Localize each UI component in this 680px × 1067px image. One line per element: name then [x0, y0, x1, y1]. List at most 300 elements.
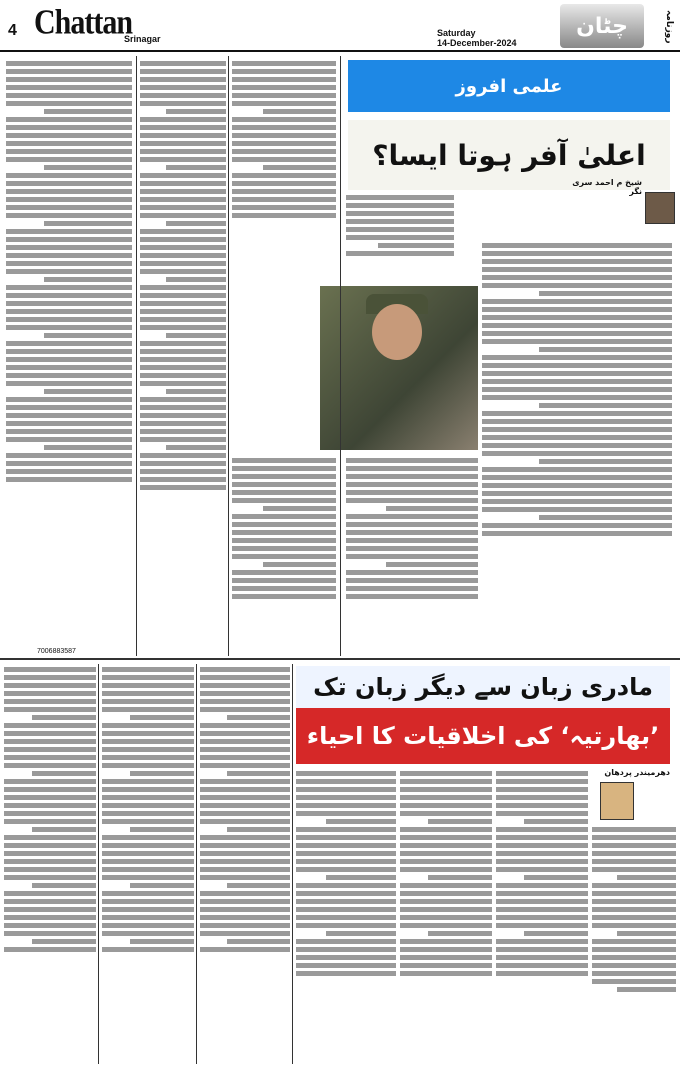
text-line: [140, 245, 226, 250]
text-column: [4, 664, 96, 1064]
text-line: [4, 795, 96, 800]
text-line: [524, 931, 588, 936]
text-line: [346, 530, 478, 535]
text-line: [102, 795, 194, 800]
text-line: [296, 827, 396, 832]
text-line: [232, 149, 336, 154]
text-line: [4, 923, 96, 928]
text-line: [4, 723, 96, 728]
text-line: [4, 899, 96, 904]
text-line: [130, 715, 194, 720]
text-line: [6, 365, 132, 370]
text-line: [6, 77, 132, 82]
text-line: [227, 715, 290, 720]
text-line: [44, 333, 132, 338]
text-line: [400, 963, 492, 968]
text-line: [232, 578, 336, 583]
text-line: [482, 523, 672, 528]
text-line: [592, 915, 676, 920]
text-line: [482, 363, 672, 368]
text-line: [400, 843, 492, 848]
text-line: [6, 229, 132, 234]
text-line: [346, 570, 478, 575]
text-line: [4, 755, 96, 760]
text-line: [346, 227, 454, 232]
text-line: [44, 277, 132, 282]
text-line: [400, 851, 492, 856]
text-line: [539, 403, 672, 408]
text-line: [400, 827, 492, 832]
text-line: [400, 971, 492, 976]
text-line: [496, 923, 588, 928]
text-line: [296, 891, 396, 896]
text-line: [592, 883, 676, 888]
text-line: [400, 915, 492, 920]
text-line: [400, 779, 492, 784]
text-line: [482, 323, 672, 328]
text-line: [6, 413, 132, 418]
text-line: [346, 522, 478, 527]
text-line: [496, 907, 588, 912]
text-line: [4, 787, 96, 792]
text-column: [496, 768, 588, 1064]
text-line: [482, 339, 672, 344]
text-line: [200, 875, 290, 880]
text-line: [482, 467, 672, 472]
text-line: [296, 899, 396, 904]
text-line: [346, 498, 478, 503]
column-rule: [196, 664, 197, 1064]
text-line: [140, 85, 226, 90]
text-line: [102, 787, 194, 792]
text-column: [346, 192, 454, 282]
text-line: [482, 251, 672, 256]
text-line: [346, 586, 478, 591]
text-line: [326, 819, 396, 824]
text-line: [428, 819, 492, 824]
text-line: [6, 437, 132, 442]
text-line: [140, 381, 226, 386]
text-line: [4, 803, 96, 808]
text-line: [496, 971, 588, 976]
text-line: [6, 133, 132, 138]
urdu-logo: چٹان: [560, 4, 644, 48]
text-line: [482, 475, 672, 480]
text-line: [296, 947, 396, 952]
text-line: [200, 739, 290, 744]
text-line: [200, 899, 290, 904]
article-kicker: علمی افروز: [348, 60, 670, 112]
text-line: [4, 811, 96, 816]
text-line: [482, 315, 672, 320]
text-line: [44, 445, 132, 450]
text-line: [232, 538, 336, 543]
text-line: [496, 835, 588, 840]
text-line: [617, 931, 676, 936]
text-line: [400, 771, 492, 776]
text-line: [102, 907, 194, 912]
text-line: [6, 325, 132, 330]
text-line: [140, 229, 226, 234]
text-line: [140, 93, 226, 98]
text-line: [263, 506, 336, 511]
text-line: [140, 341, 226, 346]
page-number: 4: [8, 22, 17, 39]
text-line: [482, 531, 672, 536]
text-line: [617, 987, 676, 992]
text-line: [539, 459, 672, 464]
text-line: [296, 963, 396, 968]
text-line: [482, 483, 672, 488]
text-line: [346, 594, 478, 599]
text-line: [227, 827, 290, 832]
text-line: [200, 915, 290, 920]
text-line: [400, 891, 492, 896]
text-line: [232, 466, 336, 471]
text-line: [482, 395, 672, 400]
text-line: [44, 389, 132, 394]
text-line: [6, 253, 132, 258]
author2-photo: [600, 782, 634, 820]
article-byline: شیخ م احمد سری نگر: [572, 178, 642, 196]
text-line: [102, 867, 194, 872]
text-line: [4, 891, 96, 896]
text-line: [296, 923, 396, 928]
text-column: [400, 768, 492, 1064]
text-line: [232, 546, 336, 551]
text-line: [102, 899, 194, 904]
text-line: [4, 747, 96, 752]
text-line: [140, 485, 226, 490]
text-line: [32, 771, 96, 776]
text-line: [346, 466, 478, 471]
text-line: [592, 835, 676, 840]
text-line: [496, 803, 588, 808]
text-line: [130, 883, 194, 888]
text-line: [232, 490, 336, 495]
text-line: [200, 819, 290, 824]
text-line: [496, 771, 588, 776]
text-line: [296, 771, 396, 776]
text-line: [400, 939, 492, 944]
text-line: [296, 971, 396, 976]
text-line: [102, 923, 194, 928]
text-line: [346, 219, 454, 224]
text-line: [102, 779, 194, 784]
text-line: [232, 197, 336, 202]
text-line: [482, 443, 672, 448]
text-line: [140, 133, 226, 138]
text-line: [200, 675, 290, 680]
text-line: [140, 309, 226, 314]
text-line: [592, 899, 676, 904]
text-line: [263, 562, 336, 567]
text-line: [6, 69, 132, 74]
text-column: [102, 664, 194, 1064]
text-line: [592, 955, 676, 960]
text-line: [539, 515, 672, 520]
brand-logo: Chattan: [34, 3, 133, 42]
text-line: [44, 165, 132, 170]
text-line: [140, 405, 226, 410]
text-line: [140, 181, 226, 186]
text-line: [400, 923, 492, 928]
text-line: [140, 269, 226, 274]
text-line: [400, 867, 492, 872]
text-line: [6, 85, 132, 90]
text-line: [232, 181, 336, 186]
text-line: [4, 835, 96, 840]
text-line: [102, 851, 194, 856]
text-line: [617, 875, 676, 880]
text-line: [6, 469, 132, 474]
text-line: [6, 453, 132, 458]
text-line: [296, 939, 396, 944]
text-line: [140, 101, 226, 106]
text-line: [496, 867, 588, 872]
text-line: [140, 477, 226, 482]
text-line: [482, 243, 672, 248]
text-line: [140, 437, 226, 442]
day: Saturday: [437, 28, 476, 38]
text-line: [200, 931, 290, 936]
text-line: [482, 435, 672, 440]
text-line: [6, 341, 132, 346]
text-line: [346, 514, 478, 519]
text-line: [140, 469, 226, 474]
text-line: [378, 243, 454, 248]
text-column: [296, 768, 396, 1064]
text-line: [102, 835, 194, 840]
text-line: [140, 421, 226, 426]
column-rule: [228, 56, 229, 656]
text-line: [6, 173, 132, 178]
text-line: [4, 691, 96, 696]
text-line: [400, 907, 492, 912]
text-line: [166, 445, 226, 450]
text-line: [6, 149, 132, 154]
text-line: [140, 461, 226, 466]
text-line: [592, 907, 676, 912]
text-line: [4, 763, 96, 768]
text-line: [4, 843, 96, 848]
text-line: [200, 923, 290, 928]
text-line: [32, 939, 96, 944]
text-line: [496, 859, 588, 864]
text-line: [140, 149, 226, 154]
text-line: [200, 667, 290, 672]
text-line: [32, 827, 96, 832]
text-line: [166, 277, 226, 282]
text-line: [400, 835, 492, 840]
text-line: [482, 419, 672, 424]
text-line: [6, 101, 132, 106]
text-line: [592, 979, 676, 984]
text-line: [6, 405, 132, 410]
text-line: [140, 317, 226, 322]
text-column: [140, 58, 226, 653]
text-line: [346, 578, 478, 583]
text-line: [346, 251, 454, 256]
text-line: [296, 803, 396, 808]
text-line: [296, 955, 396, 960]
text-line: [4, 699, 96, 704]
text-line: [6, 461, 132, 466]
text-line: [232, 157, 336, 162]
text-line: [4, 875, 96, 880]
text-line: [496, 843, 588, 848]
text-line: [232, 69, 336, 74]
text-column: [232, 58, 336, 283]
text-line: [482, 499, 672, 504]
text-line: [4, 915, 96, 920]
text-line: [232, 125, 336, 130]
text-line: [140, 301, 226, 306]
text-line: [232, 77, 336, 82]
text-line: [140, 293, 226, 298]
text-line: [140, 69, 226, 74]
text-line: [4, 683, 96, 688]
text-line: [200, 707, 290, 712]
article-photo: [320, 286, 478, 450]
text-line: [496, 787, 588, 792]
text-line: [346, 203, 454, 208]
text-line: [592, 867, 676, 872]
text-line: [400, 803, 492, 808]
text-line: [200, 835, 290, 840]
text-line: [200, 691, 290, 696]
text-line: [4, 779, 96, 784]
text-line: [6, 301, 132, 306]
text-line: [346, 458, 478, 463]
text-line: [102, 843, 194, 848]
text-line: [6, 237, 132, 242]
text-line: [496, 939, 588, 944]
text-line: [140, 285, 226, 290]
text-line: [102, 747, 194, 752]
text-line: [200, 891, 290, 896]
dateline: [437, 28, 517, 48]
text-line: [232, 85, 336, 90]
text-line: [102, 803, 194, 808]
text-line: [140, 189, 226, 194]
contact-number: 7006883587: [37, 648, 76, 655]
text-line: [140, 373, 226, 378]
date: 14-December-2024: [437, 38, 517, 48]
text-line: [482, 275, 672, 280]
text-line: [102, 891, 194, 896]
text-line: [400, 955, 492, 960]
text-line: [6, 421, 132, 426]
text-line: [140, 429, 226, 434]
text-line: [326, 931, 396, 936]
text-line: [346, 554, 478, 559]
text-line: [102, 739, 194, 744]
text-line: [6, 309, 132, 314]
text-line: [496, 899, 588, 904]
text-line: [6, 189, 132, 194]
text-line: [482, 267, 672, 272]
text-line: [4, 931, 96, 936]
text-line: [6, 429, 132, 434]
text-line: [140, 349, 226, 354]
text-line: [6, 397, 132, 402]
text-line: [232, 594, 336, 599]
text-line: [400, 883, 492, 888]
text-line: [496, 795, 588, 800]
text-line: [496, 947, 588, 952]
text-line: [482, 379, 672, 384]
text-line: [44, 109, 132, 114]
text-line: [140, 397, 226, 402]
text-line: [102, 683, 194, 688]
text-line: [166, 109, 226, 114]
text-line: [296, 835, 396, 840]
text-line: [428, 875, 492, 880]
text-line: [4, 675, 96, 680]
text-line: [200, 795, 290, 800]
text-line: [592, 859, 676, 864]
text-line: [140, 413, 226, 418]
text-line: [346, 211, 454, 216]
text-line: [592, 963, 676, 968]
text-line: [4, 667, 96, 672]
text-line: [296, 779, 396, 784]
article2-headline: مادری زبان سے دیگر زبان تک: [296, 666, 670, 708]
text-line: [140, 197, 226, 202]
text-column: [482, 240, 672, 653]
text-line: [524, 819, 588, 824]
text-line: [400, 787, 492, 792]
text-line: [296, 851, 396, 856]
section-rule: [0, 658, 680, 660]
text-line: [400, 795, 492, 800]
text-line: [232, 117, 336, 122]
text-line: [4, 819, 96, 824]
text-line: [130, 827, 194, 832]
text-line: [482, 283, 672, 288]
column-rule: [292, 664, 293, 1064]
text-line: [346, 235, 454, 240]
text-line: [6, 181, 132, 186]
text-line: [140, 453, 226, 458]
text-line: [232, 93, 336, 98]
text-line: [232, 141, 336, 146]
text-line: [6, 117, 132, 122]
text-line: [200, 683, 290, 688]
text-line: [496, 955, 588, 960]
text-line: [386, 562, 478, 567]
text-line: [496, 891, 588, 896]
text-line: [200, 843, 290, 848]
text-line: [4, 731, 96, 736]
text-line: [102, 723, 194, 728]
text-line: [44, 221, 132, 226]
text-line: [232, 61, 336, 66]
text-line: [592, 923, 676, 928]
text-line: [140, 77, 226, 82]
text-line: [200, 747, 290, 752]
text-line: [232, 213, 336, 218]
text-line: [227, 771, 290, 776]
text-line: [4, 859, 96, 864]
text-line: [346, 546, 478, 551]
text-line: [102, 915, 194, 920]
text-line: [6, 157, 132, 162]
text-line: [346, 538, 478, 543]
text-line: [32, 883, 96, 888]
text-line: [232, 173, 336, 178]
